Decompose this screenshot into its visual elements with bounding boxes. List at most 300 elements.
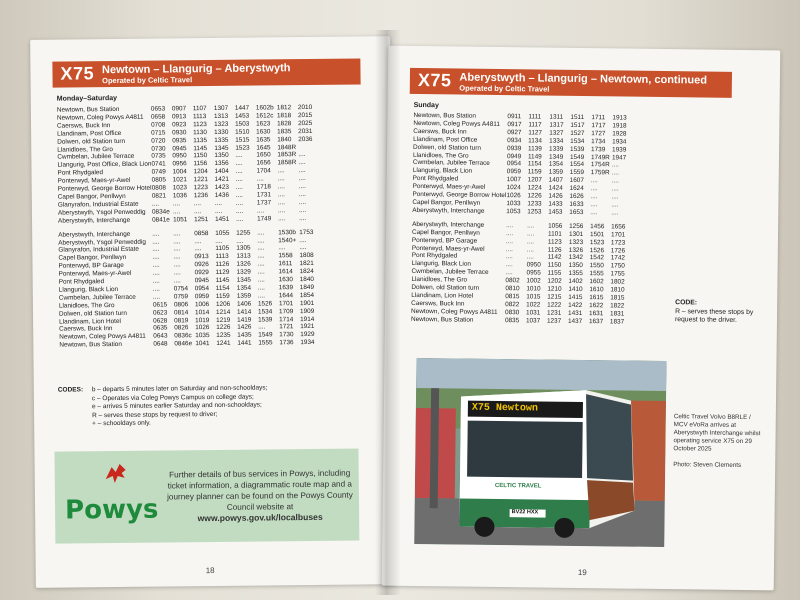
departure-time: 0658	[150, 113, 166, 121]
departure-time: 1327	[549, 129, 564, 137]
departure-time: 1611	[278, 260, 293, 268]
departure-time: 1154	[527, 160, 542, 168]
stop-name: Pont Rhydgaled	[58, 278, 105, 286]
departure-time: 1214	[215, 308, 231, 316]
departure-time: 1822	[610, 302, 625, 310]
route-number: X75	[417, 69, 452, 91]
route-banner-left	[52, 58, 360, 87]
departure-time: 1929	[300, 331, 315, 339]
departure-time: ....	[527, 222, 535, 230]
departure-time: ....	[298, 159, 306, 167]
departure-time: ....	[152, 269, 160, 277]
departure-time: 1815	[610, 294, 625, 302]
bus-number-plate: BV22 HXX	[511, 509, 539, 516]
departure-time: 1737	[256, 199, 272, 207]
departure-time: 1022	[526, 301, 541, 309]
departure-time: 1329	[236, 268, 251, 276]
departure-time: 1913	[612, 114, 627, 122]
departure-time: 1113	[215, 253, 229, 261]
departure-time: 1622	[589, 301, 604, 310]
stop-name: Pont Rhydgaled	[411, 252, 458, 260]
departure-time: 1233	[527, 200, 542, 208]
departure-time: ....	[215, 237, 223, 245]
stop-name: Aberystwyth, Interchange	[412, 220, 485, 229]
departure-time: 1523	[235, 144, 250, 152]
departure-time: ....	[257, 236, 265, 245]
stop-name: Llanidloes, The Gro	[57, 145, 113, 154]
departure-time: ....	[236, 215, 244, 223]
departure-time: 1210	[547, 285, 562, 293]
departure-time: 1326	[236, 260, 251, 268]
stop-name: Ponterwyd, George Borrow Hotel	[57, 184, 152, 193]
departure-time: 1311	[549, 113, 564, 121]
stop-name: Capel Bangor, Penllwyn	[412, 198, 481, 207]
departure-time: 0913	[171, 113, 187, 121]
departure-time: 1345	[236, 276, 251, 284]
departure-time: 2036	[298, 135, 313, 143]
departure-time: 1345	[214, 144, 229, 152]
code-box	[675, 299, 755, 326]
departure-time: 2025	[298, 119, 313, 127]
route-number: X75	[60, 63, 95, 84]
code-text: R – serves these stops by request to the driver.	[674, 307, 754, 325]
departure-time: ....	[257, 292, 266, 300]
dragon-icon	[103, 461, 129, 493]
departure-time: 1812	[276, 104, 292, 112]
departure-time: 1704	[256, 167, 271, 175]
departure-time: 1612c	[255, 112, 274, 120]
departure-time: 1134	[528, 137, 542, 145]
departure-time: 1135	[193, 136, 208, 144]
departure-time: 1447	[234, 104, 250, 112]
stop-name: Llanidloes, The Gro	[58, 301, 115, 310]
departure-time: 0907	[171, 105, 187, 113]
departure-time: 1035	[195, 332, 210, 340]
departure-time: ....	[505, 261, 513, 269]
departure-time: ....	[277, 207, 286, 215]
departure-time: 1602	[589, 278, 604, 286]
departure-time: 1433	[548, 200, 563, 208]
departure-time: 1701	[278, 299, 294, 308]
departure-time: 0949	[506, 152, 522, 160]
departure-time: 1222	[547, 301, 562, 309]
departure-time: 1019	[195, 316, 210, 324]
departure-time: ....	[505, 245, 513, 253]
departure-time: 1407	[548, 176, 563, 185]
departure-time: 2031	[298, 127, 313, 135]
departure-time: 1253	[527, 208, 542, 216]
stop-name: Cwmbelan, Jubilee Terrace	[411, 268, 489, 277]
departure-time: 0959	[194, 292, 210, 301]
stop-name: Llandinam, Post Office	[57, 129, 122, 138]
departure-time: 1419	[237, 316, 252, 324]
stop-name: Ponterwyd, Maes-yr-Awel	[57, 177, 131, 185]
departure-time: 1723	[610, 238, 626, 247]
departure-time: 0653	[150, 105, 166, 113]
departure-time: 1113	[192, 112, 207, 121]
page-number-left: 18	[205, 565, 215, 576]
departure-time: 1149	[527, 152, 542, 161]
departure-time: ....	[152, 230, 160, 238]
departure-time: 1849	[299, 283, 315, 292]
stop-name: Newtown, Bus Station	[56, 105, 120, 114]
departure-time: ....	[611, 161, 620, 169]
departure-time: 1359	[236, 292, 252, 300]
departure-time: 1007	[506, 176, 521, 184]
departure-time: 1558	[278, 252, 293, 260]
departure-time: 1840	[299, 275, 314, 284]
departure-time: 1837	[609, 318, 625, 326]
departure-time: ....	[257, 276, 265, 284]
departure-time: 1026	[506, 192, 521, 200]
departure-time: 1709	[278, 307, 294, 315]
code-entry: e – arrives 5 minutes earlier Saturday and non-schooldays;	[91, 401, 262, 411]
departure-time: 1549	[258, 331, 273, 339]
departure-time: 1127	[528, 129, 543, 137]
departure-time: 0834e	[151, 208, 170, 216]
departure-time: 1126	[215, 261, 230, 269]
departure-time: ....	[298, 190, 306, 199]
departure-time: 0720	[151, 137, 166, 145]
departure-time: 1301	[568, 230, 584, 238]
departure-time: ....	[505, 269, 513, 277]
departure-time: 1423	[214, 183, 229, 192]
departure-time: ....	[173, 245, 181, 253]
departure-time: 0929	[194, 269, 209, 277]
departure-time: 1305	[236, 245, 251, 253]
departure-time: ....	[172, 200, 181, 208]
book-gutter	[375, 30, 401, 595]
departure-time: 1207	[527, 176, 542, 184]
departure-time: 1359	[548, 168, 564, 177]
departure-time: ....	[277, 183, 285, 191]
departure-time: 0926	[194, 261, 209, 269]
departure-time: 0939	[507, 144, 522, 152]
departure-time: ....	[298, 183, 306, 191]
departure-time: 0858	[194, 229, 209, 237]
bus-destination-display: X75 Newtown	[471, 402, 538, 415]
departure-time: 1041	[195, 340, 210, 348]
departure-time: 1858R	[277, 159, 297, 167]
departure-time: 0635	[153, 324, 168, 333]
departure-time: 1727	[591, 129, 606, 138]
departure-time: 1848R	[277, 143, 297, 151]
departure-time: 1539	[570, 145, 585, 153]
departure-time: ....	[277, 191, 285, 199]
departure-time: 0954	[506, 160, 522, 168]
photo-credit: Photo: Steven Clements	[673, 461, 742, 469]
departure-time: 1053	[506, 207, 521, 216]
departure-time: 1145	[193, 144, 208, 152]
departure-time: ....	[526, 253, 534, 261]
departure-time: ....	[590, 193, 598, 201]
departure-time: 1550	[589, 262, 604, 270]
departure-time: 2010	[297, 103, 313, 112]
departure-time: 1810	[610, 286, 625, 294]
promo-url-link[interactable]: www.powys.gov.uk/localbuses	[197, 511, 323, 523]
departure-time: ....	[298, 198, 307, 206]
departure-time: 1731	[256, 191, 272, 199]
departure-time: 1414	[236, 308, 252, 316]
departure-time: 1356	[214, 160, 229, 168]
departure-time: 1645	[256, 143, 271, 152]
departure-time: 1441	[237, 339, 252, 348]
departure-time: ....	[194, 237, 202, 245]
departure-time: ....	[235, 152, 243, 160]
departure-time: 1231	[547, 309, 562, 317]
departure-time: 1749	[257, 215, 272, 223]
departure-time: 1159	[215, 292, 230, 300]
departure-time: ....	[256, 207, 265, 215]
departure-time: ....	[299, 244, 307, 252]
departure-time: 1241	[216, 340, 231, 348]
code-label: CODE:	[675, 299, 698, 307]
departure-time: 1055	[215, 229, 230, 237]
departure-time: 1602b	[255, 104, 274, 112]
departure-time: 1901	[299, 299, 315, 307]
departure-time: ....	[277, 199, 286, 207]
departure-time: 1354	[548, 161, 564, 169]
departure-time: 1150	[547, 261, 562, 270]
departure-time: 0821	[151, 192, 167, 200]
departure-time: 0836c	[174, 332, 192, 340]
departure-time: 1456	[590, 222, 605, 231]
departure-time: 1421	[214, 175, 229, 184]
departure-time: 1224	[527, 184, 542, 192]
departure-time: 1015	[526, 293, 541, 301]
departure-time: 1155	[547, 269, 562, 277]
stop-name: Dolwen, old Station turn	[413, 143, 481, 152]
departure-time: 0917	[507, 120, 522, 129]
departure-time: ....	[505, 237, 514, 245]
departure-time: 1854	[299, 291, 315, 299]
departure-time: 1714	[279, 315, 294, 323]
departure-time: 1256	[569, 222, 584, 230]
departure-time: 1453	[234, 112, 250, 120]
departure-time: ....	[590, 201, 598, 209]
timetable-right	[411, 112, 634, 326]
departure-time: ....	[173, 229, 181, 238]
route-title: Aberystwyth – Llangurig – Newtown, continued	[459, 70, 708, 87]
powys-wordmark: Powys	[64, 494, 159, 526]
route-title: Newtown – Llangurig – Aberystwyth	[101, 61, 291, 76]
departure-time: 1422	[568, 301, 583, 309]
departure-time: 1406	[236, 300, 252, 308]
departure-time: 1918	[612, 122, 627, 130]
stop-name: Capel Bangor, Penllwyn	[411, 228, 480, 237]
powys-logo	[54, 451, 165, 544]
departure-time: ....	[590, 208, 598, 217]
departure-time: ....	[151, 200, 160, 208]
departure-time: 1033	[506, 200, 521, 208]
departure-time: 1221	[193, 176, 208, 184]
stop-name: Llanidloes, The Gro	[411, 276, 468, 284]
stop-name: Aberystwyth, Interchange	[58, 230, 131, 239]
departure-time: ....	[257, 260, 265, 268]
day-label: Sunday	[413, 101, 439, 110]
departure-time: ....	[505, 253, 513, 261]
stop-name: Llanidloes, The Gro	[412, 151, 469, 160]
departure-time: 1154	[215, 284, 230, 292]
departure-time: ....	[172, 208, 181, 216]
departure-time: 0913	[194, 253, 209, 261]
departure-time: 0643	[153, 332, 168, 341]
stop-name: Llangurig, Post Office, Black Lion	[57, 160, 152, 169]
departure-time: ....	[298, 167, 306, 175]
departure-time: 0956	[172, 160, 187, 168]
departure-time: 0954	[194, 284, 210, 293]
departure-time: 1426	[548, 192, 563, 200]
departure-time: ....	[257, 268, 265, 276]
departure-time: 1123	[547, 238, 562, 246]
departure-time: ....	[152, 253, 160, 261]
stop-name: Llangurig, Black Lion	[411, 260, 472, 268]
departure-time: 1339	[549, 145, 564, 153]
departure-time: 1554	[569, 161, 585, 169]
departure-time: 1718	[256, 183, 271, 191]
codes-list	[92, 384, 268, 429]
departure-time: 0615	[152, 301, 168, 309]
operator-label: Operated by Celtic Travel	[102, 74, 193, 85]
stop-name: Newtown, Bus Station	[410, 315, 474, 324]
departure-time: 2015	[297, 111, 313, 120]
departure-time: 1415	[568, 293, 583, 301]
departure-time: ....	[258, 323, 266, 331]
stop-name: Dolwen, old Station turn	[57, 137, 126, 146]
departure-time: 0759	[173, 293, 189, 301]
departure-time: 1530b	[278, 228, 297, 236]
stop-name: Caersws, Buck Inn	[411, 299, 465, 308]
stop-name: Aberystwyth, Ysgol Penweddig	[58, 238, 146, 247]
departure-time: 1021	[172, 176, 187, 184]
departure-time: 1750	[610, 262, 625, 270]
departure-time: 1139	[528, 144, 542, 153]
stop-name: Llandinam, Lion Hotel	[59, 317, 121, 326]
departure-time: 1350	[568, 262, 583, 270]
departure-time: 0623	[152, 309, 168, 317]
departure-time: 0959	[506, 168, 522, 176]
departure-time: 0814	[173, 308, 189, 317]
departure-time: 0835	[504, 316, 520, 324]
departure-time: 1355	[568, 270, 583, 278]
departure-time: ....	[173, 237, 181, 245]
stop-name: Glanyrafon, Industrial Estate	[57, 200, 139, 209]
departure-time: ....	[173, 253, 181, 261]
stop-name: Llangurig, Black Lion	[412, 167, 473, 176]
departure-time: 1435	[237, 331, 252, 340]
departure-time: 1633	[569, 200, 584, 208]
departure-time: 1921	[300, 323, 315, 331]
departure-time: 0741	[151, 160, 166, 168]
departure-time: 0927	[507, 128, 522, 137]
departure-time: 1056	[548, 222, 563, 230]
departure-time: 0819	[174, 316, 189, 324]
departure-time: 1637	[588, 317, 604, 325]
departure-time: 1404	[214, 168, 229, 176]
departure-time: 1515	[235, 136, 250, 144]
departure-time: ....	[278, 214, 286, 223]
departure-time: 1549	[569, 153, 585, 161]
code-entry: b – departs 5 minutes later on Saturday and non-schooldays;	[91, 384, 268, 394]
stop-name: Llandinam, Lion Hotel	[411, 291, 474, 300]
departure-time: 1451	[215, 215, 230, 223]
departure-time: 0815	[505, 293, 520, 301]
departure-time: 1808	[299, 252, 314, 260]
stop-name: Caersws, Buck Inn	[57, 121, 111, 130]
departure-time: 0708	[151, 121, 166, 129]
departure-time: 1730	[279, 331, 294, 339]
departure-time: ....	[299, 236, 307, 244]
departure-time: 1342	[568, 254, 583, 262]
departure-time: 1350	[214, 152, 229, 160]
departure-time: 0930	[172, 128, 187, 137]
departure-time: ....	[235, 160, 243, 168]
departure-time: 0715	[151, 129, 166, 137]
stop-name: Cwmbelan, Jubilee Terrace	[58, 293, 136, 302]
departure-time: 1235	[216, 332, 231, 340]
departure-time: ....	[235, 191, 243, 199]
departure-time: ....	[298, 206, 307, 214]
departure-time: 1255	[236, 229, 251, 237]
stop-name: Pont Rhydgaled	[412, 175, 459, 183]
departure-time: 1226	[216, 324, 231, 332]
departure-time: 1436	[214, 191, 230, 199]
departure-time: ....	[235, 175, 243, 183]
departure-time: 1934	[300, 339, 315, 347]
departure-time: 0802	[505, 277, 520, 285]
departure-time: 1526	[257, 300, 273, 308]
departure-time: 1607	[569, 177, 584, 185]
stop-name: Ponterwyd, George Borrow Hotel	[412, 190, 507, 200]
stop-name: Newtown, Coleg Powys A4811	[56, 113, 144, 122]
departure-time: 1123	[193, 120, 207, 129]
stop-name: Newtown, Bus Station	[59, 341, 122, 349]
departure-time: 1635	[256, 136, 271, 144]
departure-time: 1237	[546, 317, 562, 325]
departure-time: 1105	[215, 245, 230, 253]
departure-time: 1753	[299, 228, 314, 236]
departure-time: 1726	[610, 246, 626, 255]
departure-time: 1824	[299, 268, 314, 276]
departure-time: 1623	[256, 120, 271, 128]
page-number-right: 19	[577, 567, 587, 578]
departure-time: 1739	[591, 145, 606, 153]
departure-time: 1615	[589, 294, 604, 302]
departure-time: 1559	[569, 169, 585, 177]
departure-time	[298, 143, 319, 151]
departure-time: 1534	[570, 137, 585, 145]
departure-time: 1402	[568, 277, 583, 286]
departure-time: 1323	[214, 120, 229, 128]
departure-time: 0945	[194, 277, 209, 285]
departure-time: 1511	[570, 113, 585, 122]
departure-time: 0754	[173, 285, 189, 293]
departure-time: 1002	[526, 277, 541, 285]
departure-time: 1004	[172, 168, 187, 176]
departure-time: 0749	[151, 168, 166, 176]
departure-time: 1006	[194, 300, 210, 308]
departure-time: 0955	[526, 269, 541, 277]
departure-time: 1117	[528, 121, 542, 129]
departure-time: ....	[214, 207, 223, 215]
departure-time: 1614	[278, 268, 293, 276]
departure-time: 1014	[194, 308, 210, 316]
stop-name: Cwmbelan, Jubilee Terrace	[412, 159, 490, 168]
departure-time: ....	[235, 207, 244, 215]
departure-time: ....	[173, 269, 181, 277]
stop-name: Aberystwyth, Interchange	[57, 216, 131, 225]
departure-time: ....	[299, 214, 307, 222]
